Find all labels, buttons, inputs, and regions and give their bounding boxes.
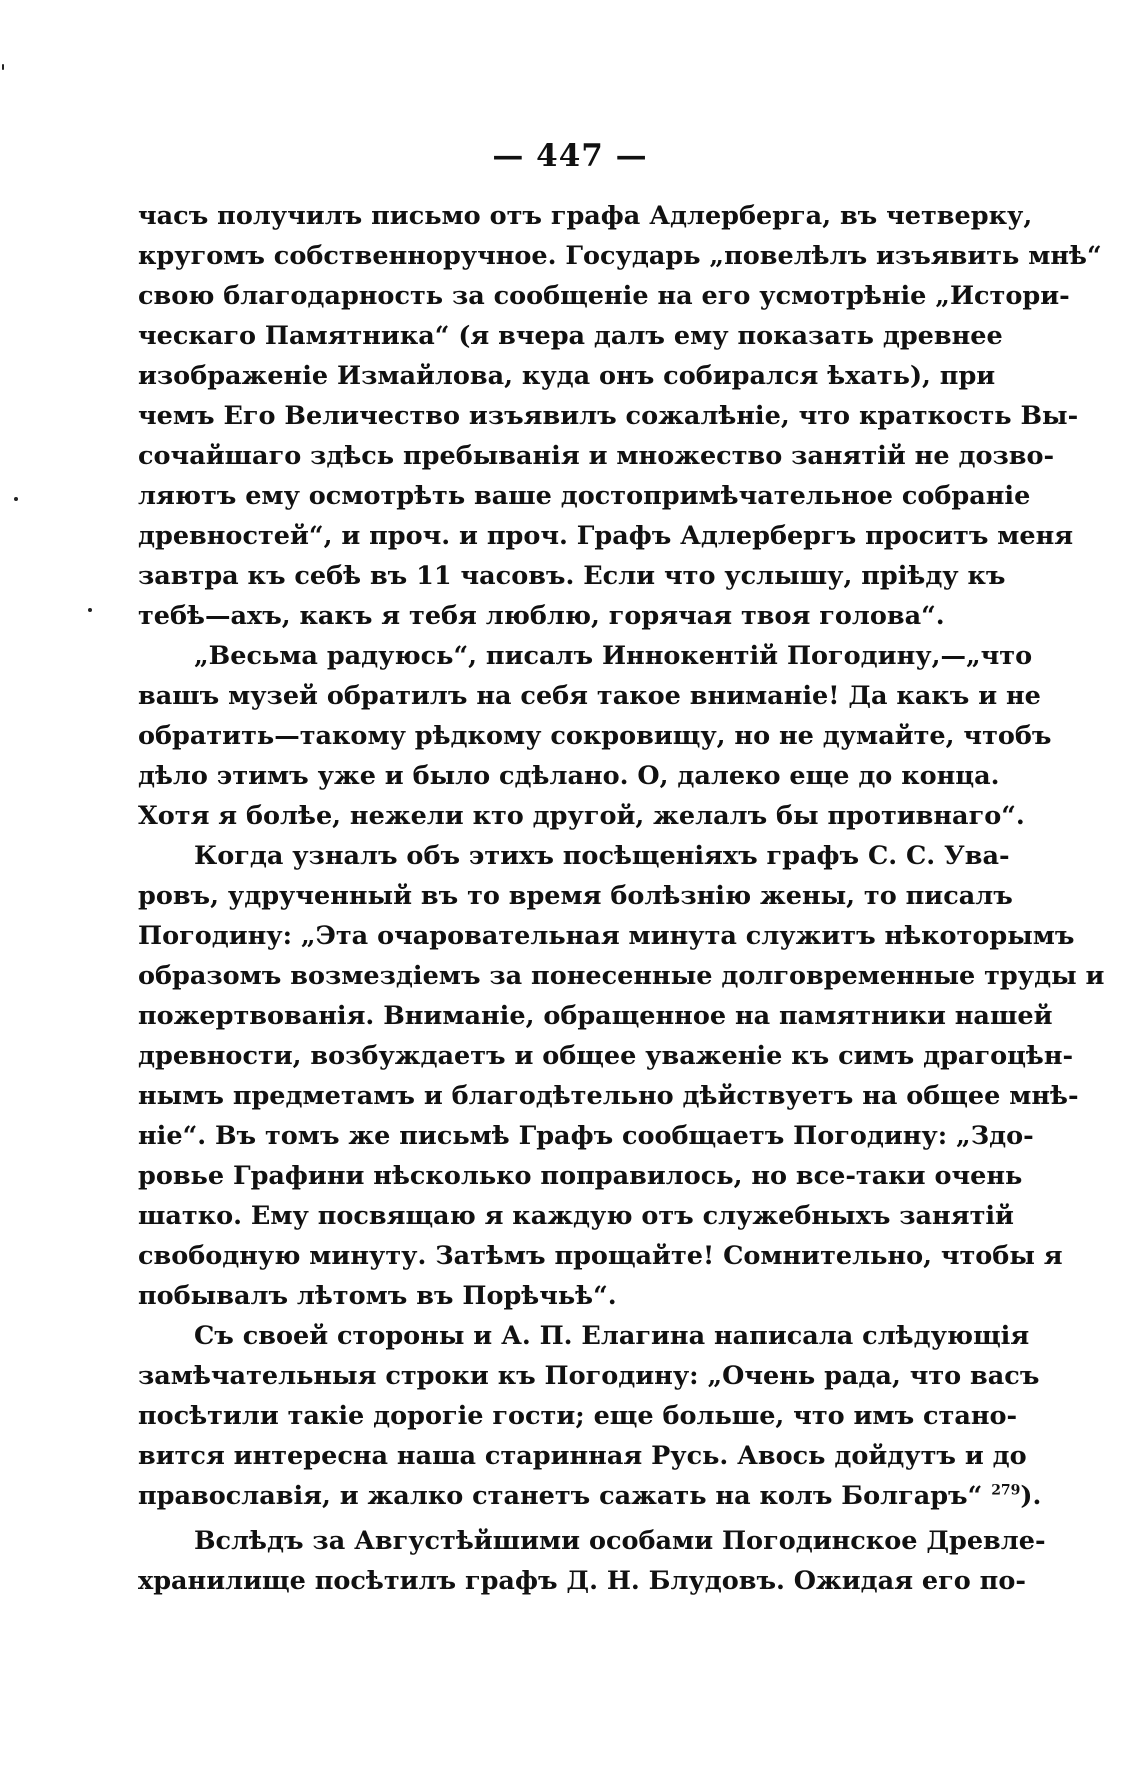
text-line: замѣчательныя строки къ Погодину: „Очень рада, что васъ — [138, 1361, 1040, 1391]
text-line: вится интересна наша старинная Русь. Авось дойдутъ и до — [138, 1441, 1027, 1471]
scan-speck — [2, 64, 4, 70]
text-line: побывалъ лѣтомъ въ Порѣчьѣ“. — [138, 1281, 617, 1311]
text-line: ровъ, удрученный въ то время болѣзнію жены, то писалъ — [138, 881, 1013, 911]
text-line-content: православія, и жалко станетъ сажать на колъ Болгаръ“ — [138, 1481, 983, 1511]
page-number: — 447 — — [492, 138, 648, 174]
paragraph-1 — [138, 196, 1102, 636]
scan-speck — [88, 608, 92, 612]
paragraph-3 — [138, 836, 1105, 1316]
text-line: пожертвованія. Вниманіе, обращенное на памятники нашей — [138, 1001, 1053, 1031]
text-line: нымъ предметамъ и благодѣтельно дѣйствуетъ на общее мнѣ- — [138, 1081, 1079, 1111]
text-line: посѣтили такіе дорогіе гости; еще больше, что имъ стано- — [138, 1401, 1018, 1431]
text-line: древности, возбуждаетъ и общее уваженіе къ симъ драгоцѣн- — [138, 1041, 1074, 1071]
body-text — [138, 196, 1105, 1601]
text-line: Съ своей стороны и А. П. Елагина написала слѣдующія — [194, 1321, 1030, 1351]
text-line: Вслѣдъ за Августѣйшими особами Погодинское Древле- — [194, 1526, 1046, 1556]
text-line: вашъ музей обратилъ на себя такое вниманіе! Да какъ и не — [138, 681, 1041, 711]
text-line: сочайшаго здѣсь пребыванія и множество занятій не дозво- — [138, 441, 1055, 471]
paragraph-4 — [138, 1316, 1042, 1516]
text-line: „Весьма радуюсь“, писалъ Иннокентій Погодину,—„что — [194, 641, 1033, 671]
text-line: ляютъ ему осмотрѣть ваше достопримѣчательное собраніе — [138, 481, 1031, 511]
scan-speck — [14, 497, 18, 501]
text-line: ніе“. Въ томъ же письмѣ Графъ сообщаетъ Погодину: „Здо- — [138, 1121, 1034, 1151]
text-line: свою благодарность за сообщеніе на его усмотрѣніе „Истори- — [138, 281, 1070, 311]
paragraph-5 — [138, 1521, 1046, 1601]
text-line: Когда узналъ объ этихъ посѣщеніяхъ графъ С. С. Ува- — [194, 841, 1010, 871]
text-line-with-footnote — [138, 1476, 1042, 1516]
text-line: обратить—такому рѣдкому сокровищу, но не думайте, чтобъ — [138, 721, 1052, 751]
text-line: дѣло этимъ уже и было сдѣлано. О, далеко еще до конца. — [138, 761, 1000, 791]
paragraph-2 — [138, 636, 1052, 836]
text-line: чемъ Его Величество изъявилъ сожалѣніе, что краткость Вы- — [138, 401, 1079, 431]
text-line: хранилище посѣтилъ графъ Д. Н. Блудовъ. Ожидая его по- — [138, 1566, 1026, 1596]
text-line: свободную минуту. Затѣмъ прощайте! Сомнительно, чтобы я — [138, 1241, 1063, 1271]
text-line: изображеніе Измайлова, куда онъ собирался ѣхать), при — [138, 361, 996, 391]
text-line: шатко. Ему посвящаю я каждую отъ служебныхъ занятій — [138, 1201, 1014, 1231]
text-line-tail: ). — [1020, 1481, 1042, 1511]
text-line: образомъ возмездіемъ за понесенные долговременные труды и — [138, 961, 1105, 991]
footnote-marker: 279 — [991, 1482, 1021, 1499]
text-line: Погодину: „Эта очаровательная минута служитъ нѣкоторымъ — [138, 921, 1075, 951]
text-line: тебѣ—ахъ, какъ я тебя люблю, горячая твоя голова“. — [138, 601, 945, 631]
text-line: древностей“, и проч. и проч. Графъ Адлербергъ проситъ меня — [138, 521, 1074, 551]
text-line: ческаго Памятника“ (я вчера далъ ему показать древнее — [138, 321, 1003, 351]
text-line: часъ получилъ письмо отъ графа Адлерберга, въ четверку, — [138, 201, 1033, 231]
text-line: завтра къ себѣ въ 11 часовъ. Если что услышу, пріѣду къ — [138, 561, 1006, 591]
text-line: кругомъ собственноручное. Государь „повелѣлъ изъявить мнѣ“ — [138, 241, 1102, 271]
text-line: Хотя я болѣе, нежели кто другой, желалъ бы противнаго“. — [138, 801, 1025, 831]
text-line: ровье Графини нѣсколько поправилось, но все-таки очень — [138, 1161, 1023, 1191]
